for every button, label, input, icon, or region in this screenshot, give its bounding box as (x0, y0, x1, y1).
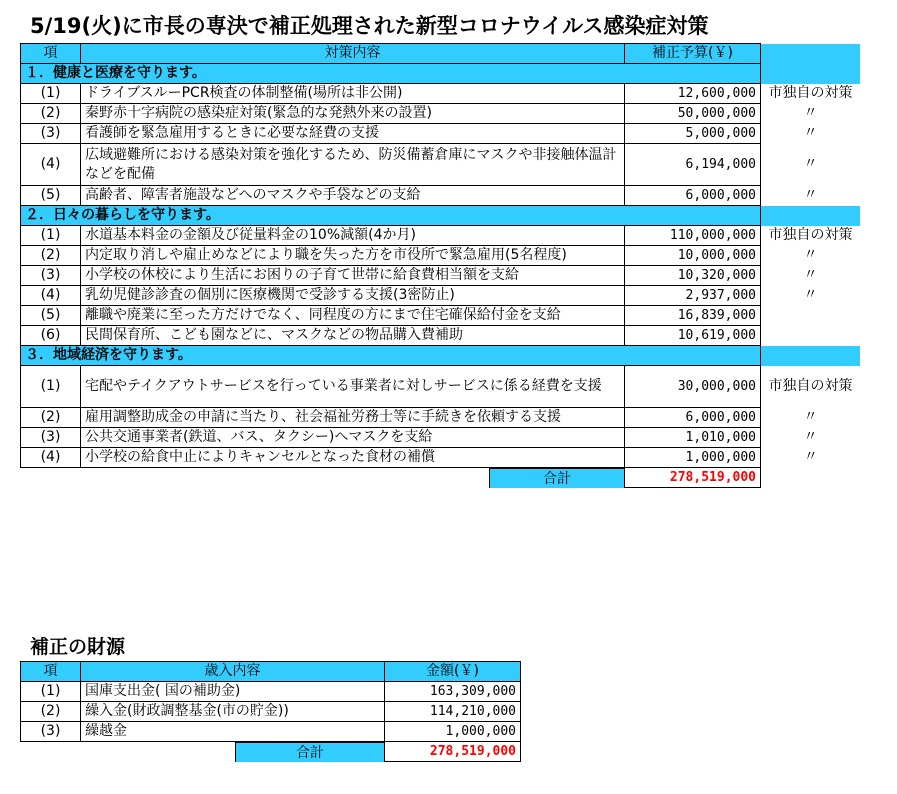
section-row (21, 64, 861, 84)
header-row (21, 44, 861, 64)
row-content: 小学校の休校により生活にお困りの子育て世帯に給食費相当額を支給 (81, 266, 625, 286)
row-amount: 10,000,000 (625, 246, 761, 266)
row-number: (3) (21, 266, 81, 286)
row-content: 民間保育所、こども園などに、マスクなどの物品購入費補助 (81, 326, 625, 346)
table-row (21, 366, 861, 408)
finance-row-number: (3) (21, 722, 81, 742)
row-note: 〃 (803, 187, 818, 203)
row-amount: 1,000,000 (625, 448, 761, 468)
row-note: 市独自の対策 (768, 378, 853, 394)
table-row (21, 226, 861, 246)
section-row (21, 346, 861, 366)
row-note: 〃 (803, 409, 818, 425)
row-content: 宅配やテイクアウトサービスを行っている事業者に対しサービスに係る経費を支援 (81, 366, 625, 408)
finance-row (21, 722, 521, 742)
row-note (761, 326, 861, 346)
row-number: (2) (21, 246, 81, 266)
table-row (21, 266, 861, 286)
row-number: (1) (21, 84, 81, 104)
finance-row (21, 682, 521, 702)
row-content: 秦野赤十字病院の感染症対策(緊急的な発熱外来の設置) (81, 104, 625, 124)
row-note: 〃 (803, 247, 818, 263)
section-row (21, 206, 861, 226)
row-number: (2) (21, 408, 81, 428)
finance-total-label: 合計 (235, 742, 384, 762)
finance-row-amount: 163,309,000 (385, 682, 521, 702)
total-value: 278,519,000 (625, 468, 761, 488)
row-number: (5) (21, 306, 81, 326)
header-item: 項 (21, 44, 81, 64)
row-note: 市独自の対策 (768, 85, 853, 101)
row-note: 〃 (803, 105, 818, 121)
table-row (21, 306, 861, 326)
row-note: 〃 (803, 156, 818, 172)
row-content: 内定取り消しや雇止めなどにより職を失った方を市役所で緊急雇用(5名程度) (81, 246, 625, 266)
row-note: 〃 (803, 125, 818, 141)
row-amount: 16,839,000 (625, 306, 761, 326)
row-content: 高齢者、障害者施設などへのマスクや手袋などの支給 (81, 186, 625, 206)
row-amount: 50,000,000 (625, 104, 761, 124)
finance-row (21, 702, 521, 722)
table-row (21, 246, 861, 266)
finance-row-amount: 1,000,000 (385, 722, 521, 742)
measures-table (20, 43, 861, 488)
row-number: (3) (21, 428, 81, 448)
table-row (21, 124, 861, 144)
finance-row-number: (1) (21, 682, 81, 702)
row-amount: 30,000,000 (625, 366, 761, 408)
total-row (21, 468, 861, 488)
section-label: ３．地域経済を守ります。 (21, 346, 761, 366)
row-amount: 6,000,000 (625, 186, 761, 206)
row-number: (1) (21, 366, 81, 408)
row-number: (1) (21, 226, 81, 246)
row-note: 〃 (803, 287, 818, 303)
row-content: 離職や廃業に至った方だけでなく、同程度の方にまで住宅確保給付金を支給 (81, 306, 625, 326)
total-label: 合計 (489, 468, 624, 488)
finance-total-row (21, 742, 521, 762)
row-amount: 5,000,000 (625, 124, 761, 144)
row-amount: 6,194,000 (625, 144, 761, 186)
table-row (21, 186, 861, 206)
row-amount: 110,000,000 (625, 226, 761, 246)
finance-total-value: 278,519,000 (385, 742, 521, 762)
page-title: 5/19(火)に市長の専決で補正処理された新型コロナウイルス感染症対策 (30, 14, 709, 38)
table-row (21, 408, 861, 428)
row-amount: 10,320,000 (625, 266, 761, 286)
header-budget: 補正予算(￥) (625, 44, 761, 64)
row-note: 〃 (803, 267, 818, 283)
row-number: (2) (21, 104, 81, 124)
row-amount: 2,937,000 (625, 286, 761, 306)
table-row (21, 428, 861, 448)
row-content: 雇用調整助成金の申請に当たり、社会福祉労務士等に手続きを依頼する支援 (81, 408, 625, 428)
table-row (21, 104, 861, 124)
row-note: 市独自の対策 (768, 227, 853, 243)
row-content: 水道基本料金の金額及び従量料金の10%減額(4か月) (81, 226, 625, 246)
row-note (761, 306, 861, 326)
row-number: (6) (21, 326, 81, 346)
row-number: (4) (21, 286, 81, 306)
section-label: ２．日々の暮らしを守ります。 (21, 206, 761, 226)
row-content: 小学校の給食中止によりキャンセルとなった食材の補償 (81, 448, 625, 468)
finance-row-content: 繰越金 (81, 722, 385, 742)
header-content: 対策内容 (81, 44, 625, 64)
row-number: (4) (21, 448, 81, 468)
row-number: (4) (21, 144, 81, 186)
table-row (21, 448, 861, 468)
row-amount: 12,600,000 (625, 84, 761, 104)
row-amount: 1,010,000 (625, 428, 761, 448)
finance-header-content: 歳入内容 (81, 662, 385, 682)
row-amount: 6,000,000 (625, 408, 761, 428)
finance-row-content: 国庫支出金( 国の補助金) (81, 682, 385, 702)
section-label: １．健康と医療を守ります。 (21, 64, 761, 84)
finance-row-content: 繰入金(財政調整基金(市の貯金)) (81, 702, 385, 722)
table-row (21, 84, 861, 104)
table-row (21, 326, 861, 346)
finance-header-item: 項 (21, 662, 81, 682)
finance-header-row (21, 662, 521, 682)
row-content: 公共交通事業者(鉄道、バス、タクシー)へマスクを支給 (81, 428, 625, 448)
table-row (21, 286, 861, 306)
finance-row-number: (2) (21, 702, 81, 722)
row-content: ドライブスルーPCR検査の体制整備(場所は非公開) (81, 84, 625, 104)
row-note: 〃 (803, 449, 818, 465)
finance-title: 補正の財源 (30, 636, 126, 658)
row-content: 広域避難所における感染対策を強化するため、防災備蓄倉庫にマスクや非接触体温計などを配備 (81, 144, 625, 186)
row-number: (5) (21, 186, 81, 206)
finance-table (20, 661, 521, 762)
row-number: (3) (21, 124, 81, 144)
row-note: 〃 (803, 429, 818, 445)
table-row (21, 144, 861, 186)
finance-header-amount: 金額(￥) (385, 662, 521, 682)
row-amount: 10,619,000 (625, 326, 761, 346)
row-content: 看護師を緊急雇用するときに必要な経費の支援 (81, 124, 625, 144)
finance-row-amount: 114,210,000 (385, 702, 521, 722)
row-content: 乳幼児健診診査の個別に医療機関で受診する支援(3密防止) (81, 286, 625, 306)
